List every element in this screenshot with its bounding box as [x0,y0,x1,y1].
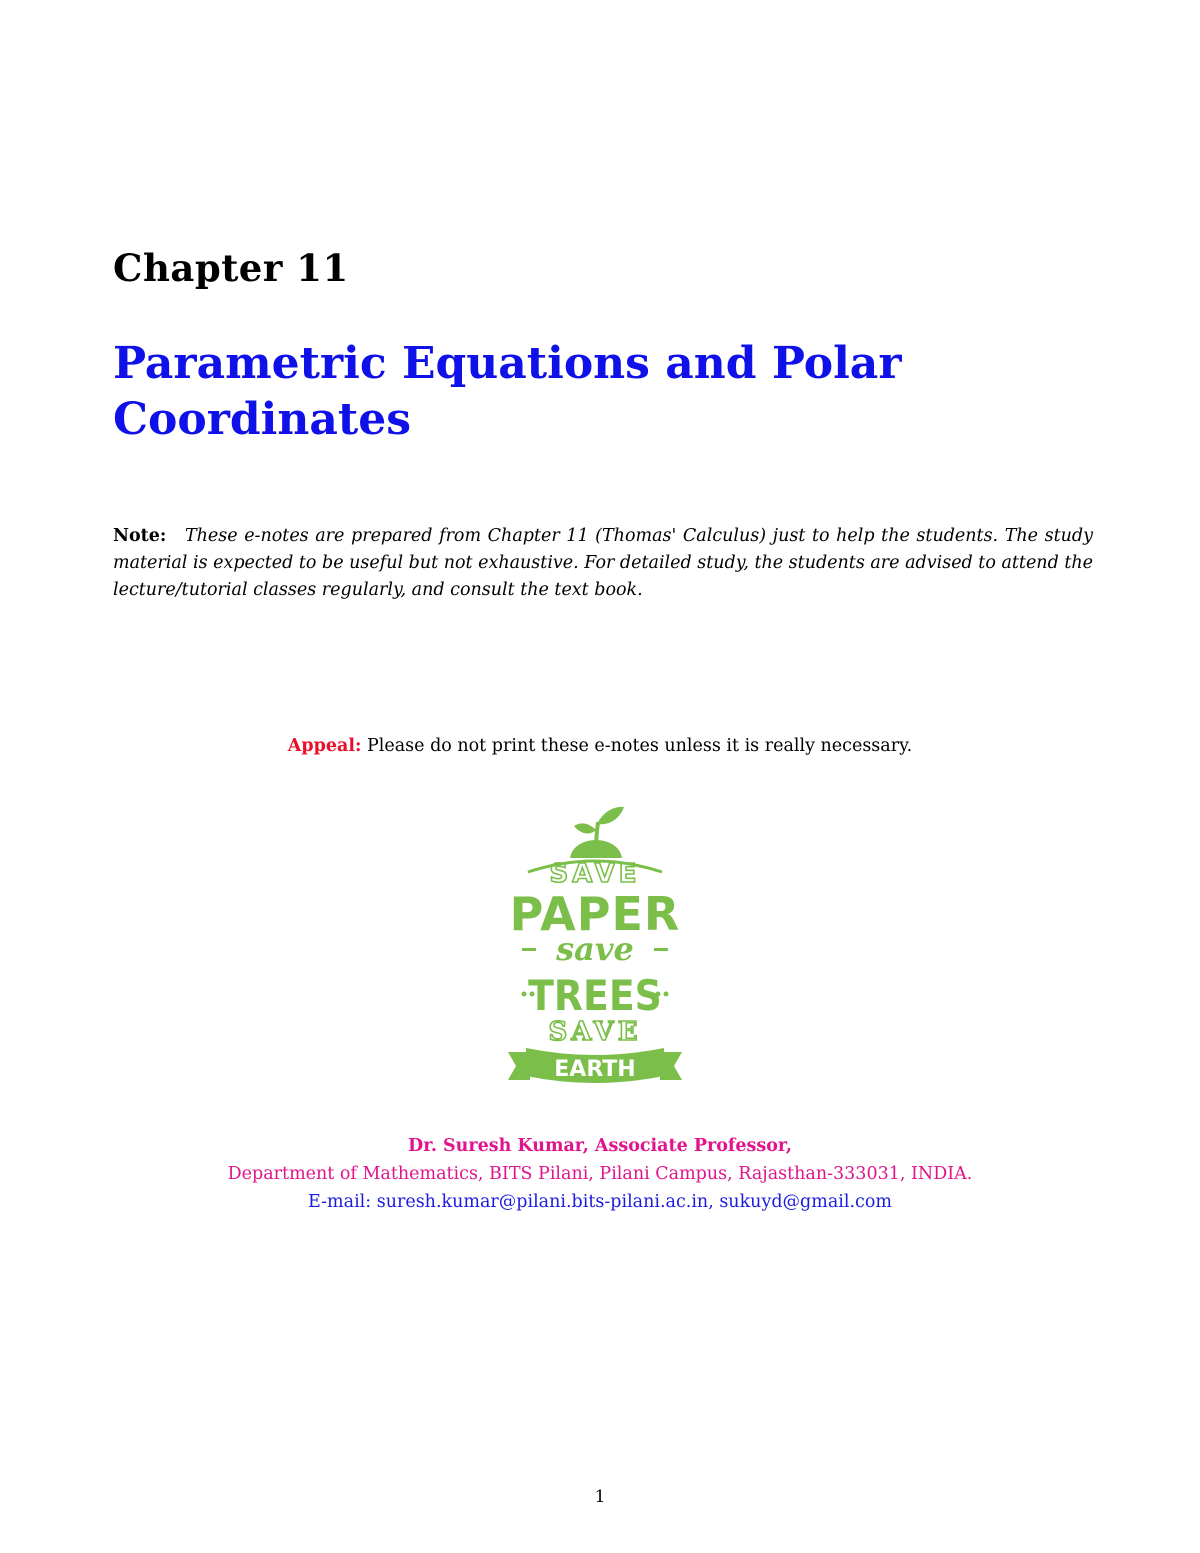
sprout-icon [570,807,624,858]
save-paper-logo [500,800,690,1090]
chapter-label: Chapter 11 [113,246,349,290]
note-text: These e-notes are prepared from Chapter 11 (Thomas' Calculus) just to help the students. The study material is expected to be useful but not exhaustive. For detailed study, the students are advised to attend the lecture/tutorial classes regularly, and consult the text book. [113,526,1093,600]
note-paragraph [113,523,1093,604]
logo-save-top: SAVE [549,859,641,889]
chapter-title-line1: Parametric Equations and Polar [113,338,902,389]
logo-paper: PAPER [509,887,681,941]
logo-earth: EARTH [554,1057,636,1082]
author-name: Dr. Suresh Kumar, Associate Professor, [408,1136,792,1156]
page-number: 1 [594,1487,606,1507]
author-affiliation: Department of Mathematics, BITS Pilani, Pilani Campus, Rajasthan-333031, INDIA. [227,1164,973,1184]
appeal-text: Please do not print these e-notes unless it is really necessary. [367,736,913,756]
appeal-paragraph [0,736,1200,756]
logo-save-bottom: SAVE [548,1017,642,1047]
logo-trees: TREES [528,971,662,1020]
chapter-title-line2: Coordinates [113,394,411,445]
logo-save-script: save [556,930,634,968]
chapter-title [113,336,1013,448]
author-email[interactable]: E-mail: suresh.kumar@pilani.bits-pilani.ac.in, sukuyd@gmail.com [308,1192,892,1212]
appeal-label: Appeal: [287,736,362,756]
author-block [0,1132,1200,1216]
note-label: Note: [113,526,167,546]
